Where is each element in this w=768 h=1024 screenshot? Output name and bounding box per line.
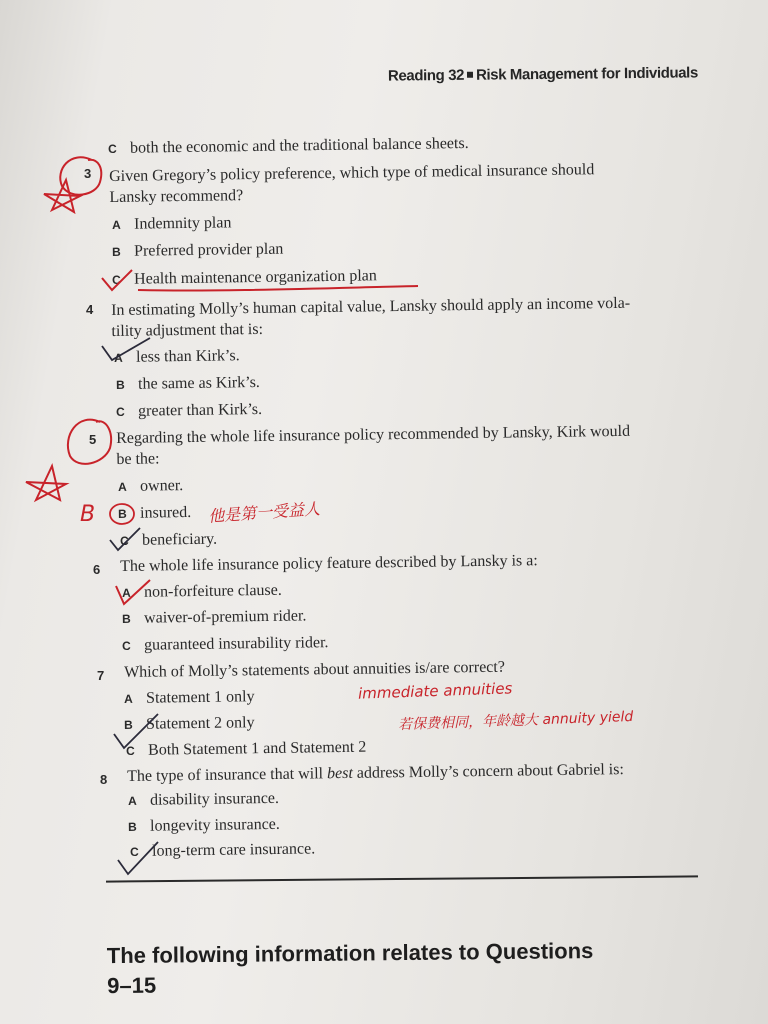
q4-option-c: C greater than Kirk’s.: [116, 400, 263, 420]
q6-option-a: A non-forfeiture clause.: [122, 581, 282, 601]
q3-option-b: B Preferred provider plan: [112, 240, 284, 260]
q7-option-a: A Statement 1 only: [124, 688, 255, 707]
q2-option-c: C both the economic and the traditional balance sheets.: [108, 134, 469, 157]
q4-option-b: B the same as Kirk’s.: [116, 373, 260, 393]
question-number: 6: [93, 562, 101, 577]
question-number: 8: [100, 772, 108, 787]
handwritten-note-immediate-annuities: immediate annuities: [357, 679, 513, 703]
q7-option-b: B Statement 2 only: [124, 714, 255, 733]
q8-option-a: A disability insurance.: [128, 789, 280, 809]
q6-option-c: C guaranteed insurability rider.: [122, 634, 329, 654]
section-heading: The following information relates to Questions 9–15: [106, 938, 594, 999]
question-number: 7: [97, 668, 105, 683]
red-circle-mark: [60, 157, 101, 194]
question-number: 4: [86, 302, 94, 317]
question-6-stem: The whole life insurance policy feature described by Lansky is a:: [120, 552, 538, 575]
question-7-stem: Which of Molly’s statements about annuities is/are correct?: [124, 658, 506, 681]
section-divider: [106, 875, 698, 882]
q4-option-a: A less than Kirk’s.: [114, 347, 240, 366]
q8-option-b: B longevity insurance.: [128, 815, 280, 835]
q3-option-a: A Indemnity plan: [112, 214, 232, 233]
emphasis-best: best: [326, 764, 353, 783]
running-head: [388, 64, 698, 84]
q8-option-c: C long-term care insurance.: [130, 840, 316, 860]
reading-title: Risk Management for Individuals: [475, 64, 698, 84]
red-star-icon: [26, 466, 66, 500]
question-3-stem: Given Gregory’s policy preference, which type of medical insurance should Lansky recommend?: [109, 161, 595, 206]
q5-option-a: A owner.: [118, 477, 184, 495]
question-8-stem: The type of insurance that will best address Molly’s concern about Gabriel is:: [127, 761, 624, 785]
red-star-icon: [44, 180, 80, 212]
q3-option-c: C Health maintenance organization plan: [112, 267, 377, 288]
q6-option-b: B waiver-of-premium rider.: [122, 607, 307, 627]
question-4-stem: In estimating Molly’s human capital value, Lansky should apply an income vola- tility adjustment that is:: [111, 294, 631, 340]
handwritten-note-q5: 他是第一受益人: [207, 499, 321, 526]
square-bullet-icon: [467, 72, 473, 78]
question-number: 5: [89, 432, 97, 447]
handwritten-answer-b: B: [80, 502, 96, 527]
q5-option-b: B insured.: [118, 503, 192, 522]
reading-number: Reading 32: [387, 66, 465, 85]
question-5-stem: Regarding the whole life insurance policy recommended by Lansky, Kirk would be the:: [116, 422, 631, 468]
question-number: 3: [84, 166, 92, 181]
handwritten-note-annuity-yield: 若保费相同，年龄越大 annuity yield: [397, 708, 634, 734]
q5-option-c: C beneficiary.: [120, 530, 218, 549]
q7-option-c: C Both Statement 1 and Statement 2: [126, 738, 367, 759]
